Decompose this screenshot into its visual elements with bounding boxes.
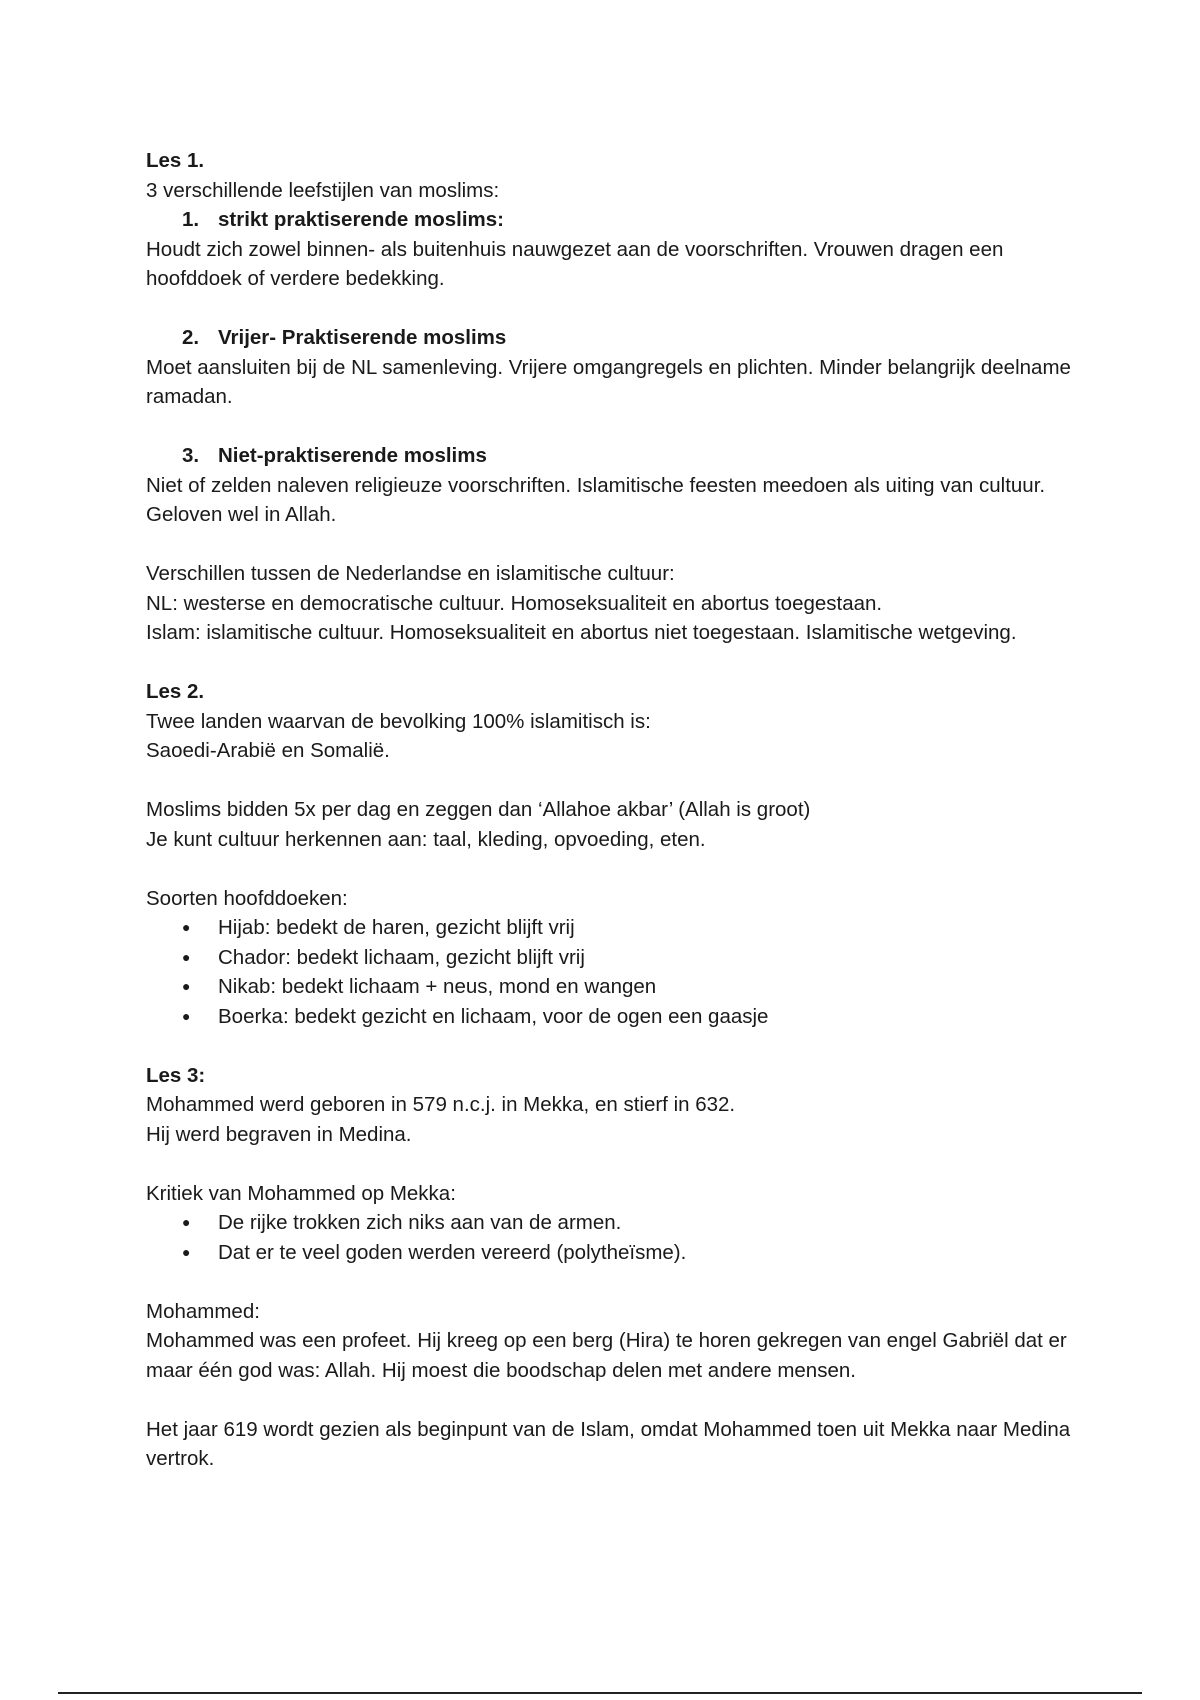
list-item: ● Dat er te veel goden werden vereerd (polytheïsme). [146, 1238, 1086, 1268]
prayer-text: Moslims bidden 5x per dag en zeggen dan ‘Allahoe akbar’ (Allah is groot) [146, 798, 811, 821]
style-2-text: Moet aansluiten bij de NL samenleving. Vrijere omgangregels en plichten. Minder belangrijk deelname ramadan. [146, 355, 1071, 408]
scarves-title: Soorten hoofddoeken: [146, 886, 348, 910]
les1-intro: 3 verschillende leefstijlen van moslims: [146, 178, 500, 202]
style-1-text: Houdt zich zowel binnen- als buitenhuis nauwgezet aan de voorschriften. Vrouwen dragen een hoofddoek of verdere bedekking. [146, 237, 1004, 290]
culture-diff-nl: NL: westerse en democratische cultuur. Homoseksualiteit en abortus toegestaan. [146, 591, 883, 615]
footer-divider [58, 1692, 1142, 1694]
les3-heading: Les 3: [146, 1063, 206, 1087]
style-3-title: 3. Niet-praktiserende moslims [182, 444, 487, 467]
mohammed-text: Mohammed was een profeet. Hij kreeg op een berg (Hira) te horen gekregen van engel Gabriël dat er maar één god was: Allah. Hij moest die boodschap delen met andere mensen. [146, 1329, 1067, 1382]
style-1-title: 1. strikt praktiserende moslims: [182, 208, 504, 231]
list-item: ● Nikab: bedekt lichaam + neus, mond en wangen [146, 972, 1086, 1002]
style-2-title: 2. Vrijer- Praktiserende moslims [182, 326, 507, 349]
culture-diff-islam: Islam: islamitische cultuur. Homoseksualiteit en abortus niet toegestaan. Islamitische wetgeving. [146, 621, 1017, 644]
scarves-list [146, 913, 1086, 1031]
style-3-text: Niet of zelden naleven religieuze voorschriften. Islamitische feesten meedoen als uiting van cultuur. Geloven wel in Allah. [146, 473, 1046, 526]
countries-question: Twee landen waarvan de bevolking 100% islamitisch is: [146, 709, 651, 733]
list-item: ● Chador: bedekt lichaam, gezicht blijft vrij [146, 943, 1086, 973]
list-item: ● De rijke trokken zich niks aan van de armen. [146, 1208, 1086, 1238]
born-text: Mohammed werd geboren in 579 n.c.j. in Mekka, en stierf in 632. [146, 1093, 736, 1116]
critique-list [146, 1208, 1086, 1267]
countries-answer: Saoedi-Arabië en Somalië. [146, 739, 390, 762]
mohammed-title: Mohammed: [146, 1299, 260, 1323]
culture-text: Je kunt cultuur herkennen aan: taal, kleding, opvoeding, eten. [146, 827, 706, 851]
les1-heading: Les 1. [146, 149, 205, 172]
list-item: ● Boerka: bedekt gezicht en lichaam, voor de ogen een gaasje [146, 1002, 1086, 1032]
list-item: ● Hijab: bedekt de haren, gezicht blijft vrij [146, 913, 1086, 943]
les2-heading: Les 2. [146, 680, 205, 703]
buried-text: Hij werd begraven in Medina. [146, 1122, 412, 1146]
islam-start-text: Het jaar 619 wordt gezien als beginpunt van de Islam, omdat Mohammed toen uit Mekka naar Medina vertrok. [146, 1417, 1071, 1470]
document-page [146, 146, 1086, 1474]
critique-title: Kritiek van Mohammed op Mekka: [146, 1181, 456, 1205]
culture-diff-title: Verschillen tussen de Nederlandse en islamitische cultuur: [146, 562, 675, 585]
